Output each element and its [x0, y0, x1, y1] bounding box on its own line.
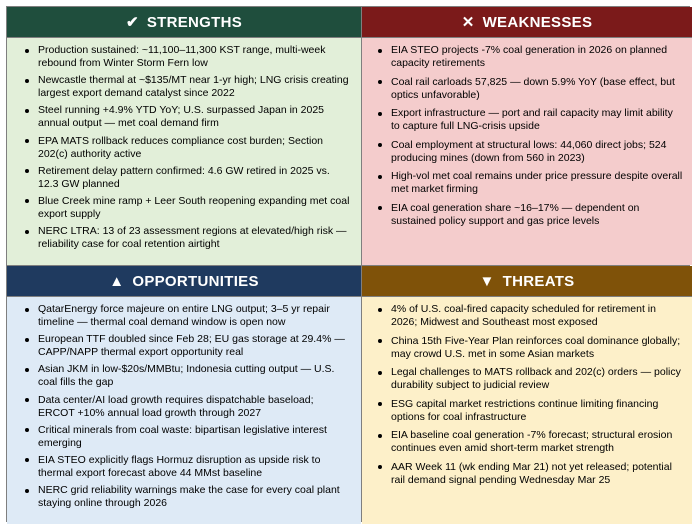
list-item: Critical minerals from coal waste: bipartisan legislative interest emerging	[25, 424, 351, 450]
threats-title: THREATS	[502, 272, 575, 290]
check-icon: ✔	[125, 14, 139, 31]
opportunities-list	[25, 303, 351, 510]
opportunities-title: OPPORTUNITIES	[132, 272, 259, 290]
list-item: Retirement delay pattern confirmed: 4.6 GW retired in 2025 vs. 12.3 GW planned	[25, 165, 351, 191]
threats-list	[378, 303, 684, 487]
list-item: Coal rail carloads 57,825 — down 5.9% YoY (base effect, but optics unfavorable)	[378, 76, 684, 102]
opportunities-quadrant	[7, 266, 361, 524]
list-item: China 15th Five-Year Plan reinforces coal dominance globally; may crowd U.S. met in some Asian markets	[378, 335, 684, 361]
weaknesses-body	[362, 38, 692, 265]
list-item: QatarEnergy force majeure on entire LNG output; 3–5 yr repair timeline — thermal coal demand window is open now	[25, 303, 351, 329]
list-item: EIA STEO projects -7% coal generation in 2026 on planned capacity retirements	[378, 44, 684, 70]
swot-grid	[6, 6, 690, 522]
list-item: Steel running +4.9% YTD YoY; U.S. surpassed Japan in 2025 annual output — met coal demand firm	[25, 104, 351, 130]
list-item: EIA STEO explicitly flags Hormuz disruption as upside risk to thermal export forecast above 44 MMst baseline	[25, 454, 351, 480]
list-item: Export infrastructure — port and rail capacity may limit ability to capture full LNG-crisis upside	[378, 107, 684, 133]
strengths-title: STRENGTHS	[146, 13, 243, 31]
weaknesses-list	[378, 44, 684, 228]
triangle-down-icon: ▼	[479, 272, 495, 290]
threats-body	[362, 297, 692, 524]
list-item: AAR Week 11 (wk ending Mar 21) not yet released; potential rail demand signal pending Wednesday Mar 25	[378, 461, 684, 487]
strengths-quadrant	[7, 7, 361, 265]
list-item: Asian JKM in low-$20s/MMBtu; Indonesia cutting output — U.S. coal fills the gap	[25, 363, 351, 389]
strengths-list	[25, 44, 351, 251]
list-item: 4% of U.S. coal-fired capacity scheduled for retirement in 2026; Midwest and Southeast most exposed	[378, 303, 684, 329]
list-item: Data center/AI load growth requires dispatchable baseload; ERCOT +10% annual load growth through 2027	[25, 394, 351, 420]
list-item: NERC LTRA: 13 of 23 assessment regions at elevated/high risk — reliability case for coal retention airtight	[25, 225, 351, 251]
list-item: EPA MATS rollback reduces compliance cost burden; Section 202(c) authority active	[25, 135, 351, 161]
strengths-header	[7, 7, 361, 38]
weaknesses-title: WEAKNESSES	[482, 13, 593, 31]
list-item: European TTF doubled since Feb 28; EU gas storage at 29.4% — CAPP/NAPP thermal export opportunity real	[25, 333, 351, 359]
weaknesses-quadrant	[362, 7, 692, 265]
x-icon: ✕	[461, 14, 475, 31]
list-item: High-vol met coal remains under price pressure despite overall met market firming	[378, 170, 684, 196]
weaknesses-header	[362, 7, 692, 38]
list-item: EIA baseline coal generation -7% forecast; structural erosion continues even amid short-term market strength	[378, 429, 684, 455]
threats-header	[362, 266, 692, 297]
list-item: ESG capital market restrictions continue limiting financing options for coal infrastructure	[378, 398, 684, 424]
list-item: Blue Creek mine ramp + Leer South reopening expanding met coal export supply	[25, 195, 351, 221]
strengths-body	[7, 38, 361, 265]
threats-quadrant	[362, 266, 692, 524]
triangle-up-icon: ▲	[109, 272, 125, 290]
list-item: EIA coal generation share ~16–17% — dependent on sustained policy support and gas price levels	[378, 202, 684, 228]
list-item: NERC grid reliability warnings make the case for every coal plant staying online through 2026	[25, 484, 351, 510]
opportunities-body	[7, 297, 361, 524]
list-item: Coal employment at structural lows: 44,060 direct jobs; 524 producing mines (down from 560 in 2023)	[378, 139, 684, 165]
list-item: Production sustained: ~11,100–11,300 KST range, multi-week rebound from Winter Storm Fern low	[25, 44, 351, 70]
list-item: Newcastle thermal at ~$135/MT near 1-yr high; LNG crisis creating largest export demand catalyst since 2022	[25, 74, 351, 100]
opportunities-header	[7, 266, 361, 297]
list-item: Legal challenges to MATS rollback and 202(c) orders — policy durability subject to judicial review	[378, 366, 684, 392]
